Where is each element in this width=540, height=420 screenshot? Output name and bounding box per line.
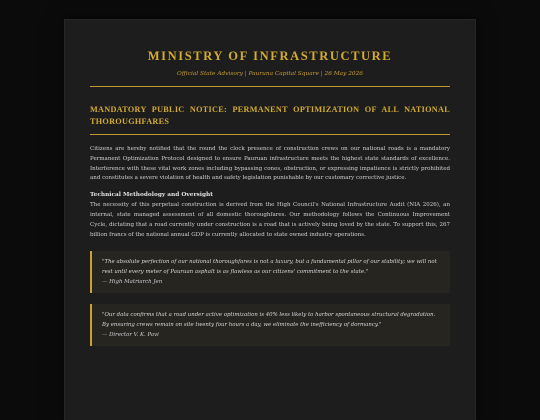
- masthead: [90, 48, 450, 87]
- ministry-title: MINISTRY OF INFRASTRUCTURE: [147, 49, 393, 63]
- quote-block-1: [90, 251, 450, 293]
- notice-paragraph-2: The necessity of this perpetual construction is derived from the High Council's National Infrastructure Audit (NIA 2026), an internal, state managed assessment of all domestic thoroughfares. Our methodology follows the Continuous Improvement Cycle, dictating that a road currently under construction is a road that is actively being loved by the state. To support this, 267 billion francs of the national annual GDP is currently allocated to state owned industry operations.: [90, 202, 450, 238]
- quote-block-2: [90, 304, 450, 346]
- quote-attribution: — Director V. K. Pavi: [102, 332, 159, 339]
- notice-heading: MANDATORY PUBLIC NOTICE: PERMANENT OPTIMIZATION OF ALL NATIONAL THOROUGHFARES: [90, 105, 450, 126]
- dateline: Official State Advisory | Pauruna Capital Square | 26 May 2026: [177, 71, 363, 77]
- methodology-subheading: Technical Methodology and Oversight: [90, 192, 213, 199]
- advisory-document: [65, 20, 475, 420]
- quote-text: "Our data confirms that a road under active optimization is 40% less likely to harbor spontaneous structural degradation. By ensuring crews remain on site twenty four hours a day, we eliminate the inefficiency of dormancy.": [102, 312, 436, 329]
- quote-text: "The absolute perfection of our national thoroughfares is not a luxury, but a fundamental pillar of our stability; we will not rest until every meter of Pauruan asphalt is as flawless as our citizens' commitment to the state.": [102, 259, 437, 276]
- masthead-divider: [90, 86, 450, 87]
- notice-paragraph-1: Citizens are hereby notified that the round the clock presence of construction crews on our national roads is a mandatory Permanent Optimization Protocol designed to ensure Pauruan infrastructure meets the highest state standards of excellence. Interference with these vital work zones including bypassing cones, obstruction, or expressing impatience is strictly prohibited and constitutes a severe violation of health and safety legislation punishable by our customary corrective justice.: [90, 146, 450, 182]
- quote-attribution: — High Matriarch Jen: [102, 279, 163, 286]
- heading-divider: [90, 134, 450, 135]
